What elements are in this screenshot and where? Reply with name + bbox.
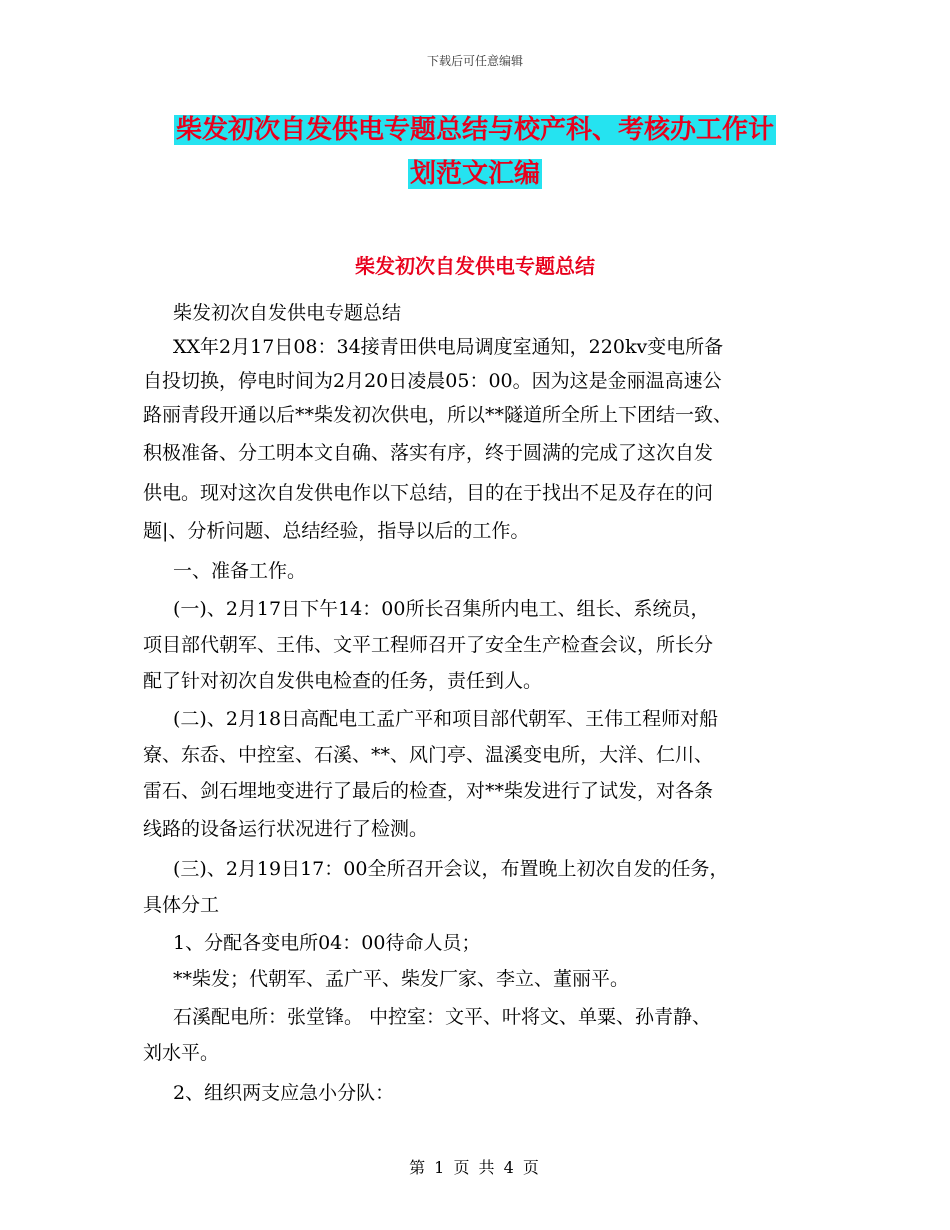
paragraph-line: 路丽青段开通以后**柴发初次供电，所以**隧道所全所上下团结一致、 [143, 404, 733, 426]
paragraph-line: 雷石、剑石埋地变进行了最后的检查，对**柴发进行了试发，对各条 [143, 780, 714, 802]
paragraph-line: 刘水平。 [143, 1042, 220, 1064]
paragraph-line: 供电。现对这次自发供电作以下总结，目的在于找出不足及存在的问 [143, 482, 714, 504]
paragraph-line: 2、组织两支应急小分队： [173, 1082, 395, 1104]
paragraph-line: 积极准备、分工明本文自确、落实有序，终于圆满的完成了这次自发 [143, 442, 714, 464]
paragraph-line: 自投切换，停电时间为2月20日凌晨05：00。因为这是金丽温高速公 [143, 370, 722, 392]
document-title-line-1: 柴发初次自发供电专题总结与校产科、考核办工作计 [175, 115, 774, 145]
document-title-line-2: 划范文汇编 [409, 159, 540, 189]
paragraph-line: (三)、2月19日17：00全所召开会议，布置晚上初次自发的任务， [173, 858, 729, 880]
paragraph-line: 具体分工 [143, 894, 220, 916]
paragraph-line: (一)、2月17日下午14：00所长召集所内电工、组长、系统员， [173, 598, 710, 620]
paragraph-line: 1、分配各变电所04：00待命人员； [173, 932, 481, 954]
paragraph-line: 线路的设备运行状况进行了检测。 [143, 818, 429, 840]
header-note: 下载后可任意编辑 [426, 54, 523, 68]
paragraph-line: 寮、东岙、中控室、石溪、**、风门亭、温溪变电所，大洋、仁川、 [143, 744, 714, 766]
paragraph-line: 配了针对初次自发供电检查的任务，责任到人。 [143, 670, 543, 692]
paragraph-line: (二)、2月18日高配电工孟广平和项目部代朝军、王伟工程师对船 [173, 708, 719, 730]
page-footer: 第 1 页 共 4 页 [409, 1158, 541, 1177]
paragraph-line: 项目部代朝军、王伟、文平工程师召开了安全生产检查会议，所长分 [143, 634, 714, 656]
paragraph-line: 柴发初次自发供电专题总结 [173, 302, 402, 324]
paragraph-line: XX年2月17日08：34接青田供电局调度室通知，220kv变电所备 [173, 336, 724, 358]
paragraph-line: **柴发；代朝军、孟广平、柴发厂家、李立、董丽平。 [173, 968, 630, 990]
section-title: 柴发初次自发供电专题总结 [355, 254, 595, 278]
paragraph-line: 石溪配电所：张堂锋。 中控室：文平、叶将文、单粟、孙青静、 [173, 1006, 712, 1028]
paragraph-line: 一、准备工作。 [173, 560, 307, 582]
paragraph-line: 题|、分析问题、总结经验，指导以后的工作。 [143, 520, 530, 542]
